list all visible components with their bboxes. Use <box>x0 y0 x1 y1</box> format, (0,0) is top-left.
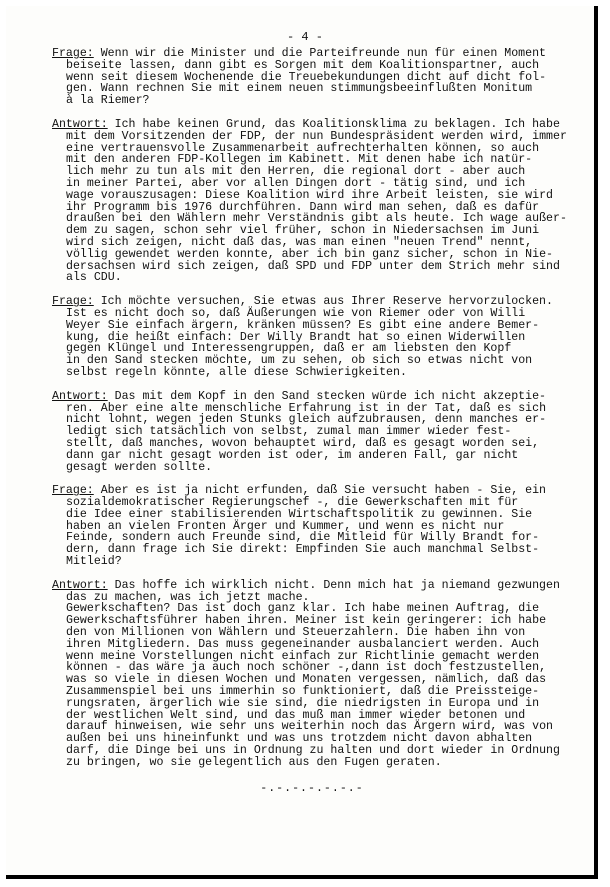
text-line <box>52 757 572 769</box>
question-block <box>52 48 572 107</box>
line-text: Ich habe keinen Grund, das Koalitionsklima zu beklagen. Ich habe <box>107 117 560 131</box>
speaker-label: Frage: <box>52 484 94 498</box>
text-line <box>52 367 572 379</box>
line-text: außen bei uns hineinfunkt und was uns trotzdem nicht davon abhalten <box>66 732 533 746</box>
text-line <box>52 272 572 284</box>
line-text: den von Millionen von Wählern und Steuerzahlern. Die haben ihn von <box>66 626 526 640</box>
speaker-label: Frage: <box>52 47 94 60</box>
line-text: dern, dann frage ich Sie direkt: Empfinden Sie auch manchmal Selbst- <box>66 543 540 557</box>
line-text: stellt, daß manches, wovon behauptet wird, daß es gesagt worden sei, <box>66 436 540 450</box>
line-text: wenn seit diesem Wochenende die Treuebekundungen dicht auf dicht fol- <box>66 70 547 84</box>
text-line <box>52 544 572 556</box>
line-text: der westlichen Welt sind, und das muß man immer wieder betonen und <box>66 708 526 722</box>
line-text: völlig gewendet werden konnte, aber ich bin ganz sicher, schon in Nie- <box>66 247 554 261</box>
line-text: à la Riemer? <box>66 94 150 108</box>
interview-transcript <box>52 48 572 794</box>
line-text: eine vertrauensvolle Zusammenarbeit aufrechterhalten können, so auch <box>66 141 540 155</box>
answer-block <box>52 119 572 284</box>
line-text: dersachsen wird sich zeigen, daß SPD und FDP unter dem Strich mehr sind <box>66 259 560 273</box>
line-text: gegen Klüngel und Interessengruppen, daß er am liebsten den Kopf <box>66 342 512 356</box>
line-text: rungsraten, ärgerlich wie sie sind, die niedrigsten in Europa und in <box>66 696 540 710</box>
line-text: Ich möchte versuchen, Sie etwas aus Ihrer Reserve hervorzulocken. <box>93 295 553 309</box>
page-number: - 4 - <box>286 30 323 44</box>
line-text: als CDU. <box>66 271 122 285</box>
line-text: ledigt sich tatsächlich von selbst, zumal man immer wieder fest- <box>66 425 512 439</box>
line-text: Mitleid? <box>66 555 122 569</box>
line-text: gesagt werden sollte. <box>66 460 213 474</box>
line-text: dem zu sagen, schon sehr viel früher, schon in Niedersachsen im Juni <box>66 224 540 238</box>
line-text: mit den anderen FDP-Kollegen im Kabinett. Mit denen habe ich natür- <box>66 153 533 167</box>
speaker-label: Antwort: <box>52 578 108 592</box>
line-text: sozialdemokratischer Regierungschef -, die Gewerkschaften mit für <box>66 496 519 510</box>
line-text: Wenn wir die Minister und die Parteifreunde nun für einen Moment <box>93 47 546 60</box>
line-text: Das hoffe ich wirklich nicht. Denn mich hat ja niemand gezwungen <box>107 578 560 592</box>
speaker-label: Antwort: <box>52 389 108 403</box>
line-text: Feinde, sondern auch Freunde sind, die Mitleid für Willy Brandt for- <box>66 531 540 545</box>
line-text: draußen bei den Wählern mehr Verständnis gibt als heute. Ich wage außer- <box>66 212 567 226</box>
line-text: darf, die Dinge bei uns in Ordnung zu halten und dort wieder in Ordnung <box>66 744 560 758</box>
answer-block <box>52 391 572 474</box>
line-text: lich mehr zu tun als mit den Herren, die regional dort - aber auch <box>66 165 526 179</box>
line-text: wird sich zeigen, nicht daß das, was man einen "neuen Trend" nennt, <box>66 235 533 249</box>
line-text: können - das wäre ja auch noch schöner -,dann ist doch festzustellen, <box>66 661 547 675</box>
line-text: ihren Mitgliedern. Das muss gegeneinander ausbalanciert werden. Auch <box>66 637 540 651</box>
line-text: kung, die heißt einfach: Der Willy Brandt hat so einen Widerwillen <box>66 330 526 344</box>
line-text: was so viele in diesen Wochen und Monaten vergessen, nämlich, daß das <box>66 673 547 687</box>
line-text: beiseite lassen, dann gibt es Sorgen mit dem Koalitionspartner, auch <box>66 58 540 72</box>
line-text: gen. Wann rechnen Sie mit einem neuen stimmungsbeeinflußten Monitum <box>66 82 533 96</box>
line-text: Weyer Sie einfach ärgern, kränken müssen? Es gibt eine andere Bemer- <box>66 318 540 332</box>
line-text: haben an vielen Fronten Ärger und Kummer, und wenn es nicht nur <box>66 519 505 533</box>
line-text: darauf hinweisen, wie sehr uns weiterhin noch das Ärgern wird, was von <box>66 720 554 734</box>
line-text: das zu machen, was ich jetzt mache. <box>66 590 310 604</box>
speaker-label: Frage: <box>52 295 94 309</box>
line-text: in meiner Partei, aber vor allen Dingen dort - tätig sind, und ich <box>66 176 526 190</box>
line-text: ren. Aber eine alte menschliche Erfahrung ist in der Tat, daß es sich <box>66 401 547 415</box>
line-text: selbst regeln könnte, alle diese Schwierigkeiten. <box>66 365 407 379</box>
text-line <box>52 95 572 107</box>
line-text: zu bringen, wo sie gelegentlich aus den Fugen geraten. <box>66 755 442 769</box>
line-text: ihr Programm bis 1976 durchführen. Dann wird man sehen, daß es dafür <box>66 200 540 214</box>
line-text: mit dem Vorsitzenden der FDP, der nun Bundespräsident werden wird, immer <box>66 129 567 143</box>
text-line <box>52 462 572 474</box>
line-text: Das mit dem Kopf in den Sand stecken würde ich nicht akzeptie- <box>107 389 546 403</box>
line-text: Gewerkschaftsführer haben ihren. Meiner ist kein geringerer: ich habe <box>66 614 547 628</box>
line-text: die Idee einer stabilisierenden Wirtschaftspolitik zu gewinnen. Sie <box>66 507 533 521</box>
line-text: Gewerkschaften? Das ist doch ganz klar. Ich habe meinen Auftrag, die <box>66 602 540 616</box>
line-text: Ist es nicht doch so, daß Äußerungen wie von Riemer oder von Willi <box>66 306 526 320</box>
line-text: Zusammenspiel bei uns immerhin so funktioniert, daß die Preissteige- <box>66 685 540 699</box>
end-mark: -.-.-.-.-.-.- <box>260 781 364 795</box>
line-text: nicht lohnt, wegen jeden Stunks gleich aufzubrausen, denn manches er- <box>66 413 547 427</box>
text-line <box>52 556 572 568</box>
line-text: in den Sand stecken möchte, um zu sehen, ob sich so etwas nicht von <box>66 354 533 368</box>
answer-block <box>52 580 572 769</box>
line-text: wenn meine Vorstellungen nicht einfach zur Richtlinie gemacht werden <box>66 649 540 663</box>
question-block <box>52 485 572 568</box>
line-text: Aber es ist ja nicht erfunden, daß Sie versucht haben - Sie, ein <box>93 484 546 498</box>
text-line <box>52 261 572 273</box>
speaker-label: Antwort: <box>52 117 108 131</box>
question-block <box>52 296 572 379</box>
line-text: dann gar nicht gesagt worden ist oder, im anderen Fall, gar nicht <box>66 448 519 462</box>
line-text: wage vorauszusagen: Diese Koalition wird ihre Arbeit leisten, sie wird <box>66 188 554 202</box>
